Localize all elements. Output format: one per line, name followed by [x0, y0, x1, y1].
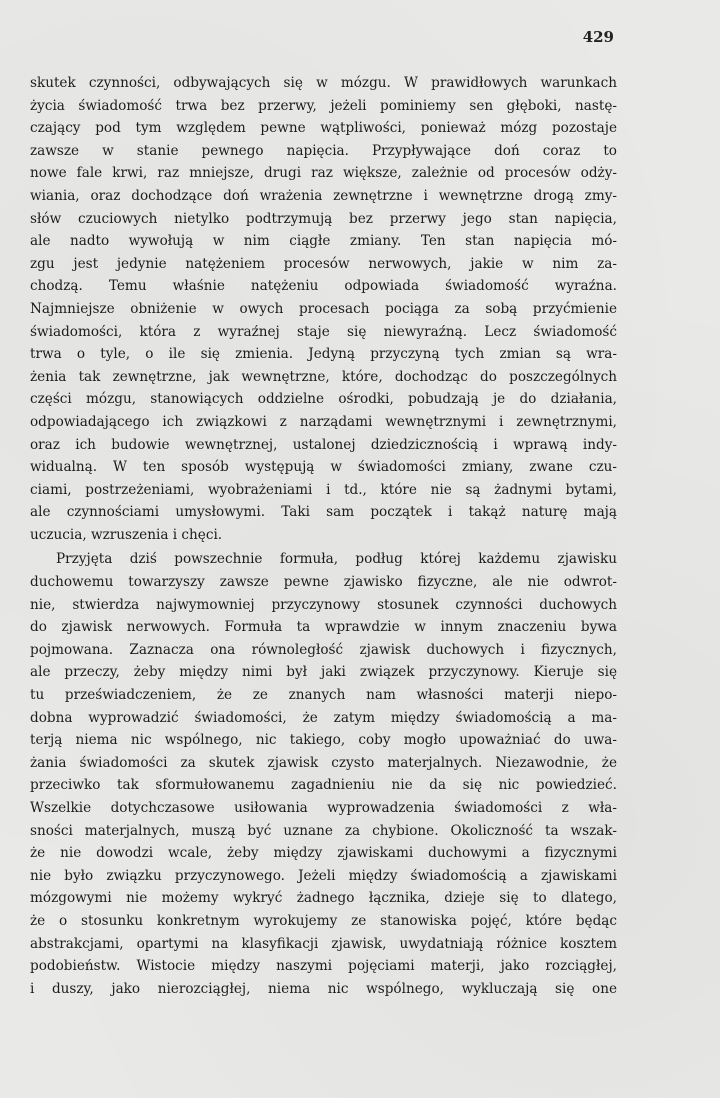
text-line: podobieństw. Wistocie między naszymi pojęciami materji, jako rozciągłej, — [30, 958, 617, 975]
text-line: że nie dowodzi wcale, żeby między zjawiskami duchowymi a fizycznymi — [30, 845, 617, 862]
text-line: oraz ich budowie wewnętrznej, ustalonej dziedzicznością i wprawą indy- — [30, 436, 617, 453]
text-line: nie, stwierdza najwymowniej przyczynowy stosunek czynności duchowych — [30, 596, 617, 613]
text-line: że o stosunku konkretnym wyrokujemy ze stanowiska pojęć, które będąc — [30, 912, 617, 929]
text-line: żenia tak zewnętrzne, jak wewnętrzne, które, dochodząc do poszczególnych — [30, 368, 617, 385]
text-line: trwa o tyle, o ile się zmienia. Jedyną przyczyną tych zmian są wra- — [30, 346, 617, 363]
text-line: świadomości, która z wyraźnej staje się niewyraźną. Lecz świadomość — [30, 323, 617, 340]
text-line: widualną. W ten sposób występują w świadomości zmiany, zwane czu- — [30, 459, 617, 476]
text-line: słów czuciowych nietylko podtrzymują bez przerwy jego stan napięcia, — [30, 210, 617, 227]
text-line: Najmniejsze obniżenie w owych procesach pociąga za sobą przyćmienie — [30, 300, 617, 317]
text-line: części mózgu, stanowiących oddzielne ośrodki, pobudzają je do działania, — [30, 391, 617, 408]
text-line: mózgowymi nie możemy wykryć żadnego łącznika, dzieje się to dlatego, — [30, 890, 617, 907]
page-number: 429 — [582, 28, 614, 46]
paragraph — [30, 548, 617, 1000]
text-line: terją niema nic wspólnego, nic takiego, coby mogło upoważniać do uwa- — [30, 732, 617, 749]
text-line: chodzą. Temu właśnie natężeniu odpowiada świadomość wyraźna. — [30, 278, 617, 295]
text-line: sności materjalnych, muszą być uznane za chybione. Okoliczność ta wszak- — [30, 822, 617, 839]
text-line: żania świadomości za skutek zjawisk czysto materjalnych. Niezawodnie, że — [30, 754, 617, 771]
text-line: zawsze w stanie pewnego napięcia. Przypływające doń coraz to — [30, 142, 617, 159]
text-line: dobna wyprowadzić świadomości, że zatym między świadomością a ma- — [30, 709, 617, 726]
text-line: życia świadomość trwa bez przerwy, jeżeli pominiemy sen głęboki, nastę- — [30, 97, 617, 114]
text-line: zgu jest jedynie natężeniem procesów nerwowych, jakie w nim za- — [30, 255, 617, 272]
text-line: ciami, postrzeżeniami, wyobrażeniami i td., które nie są żadnymi bytami, — [30, 481, 617, 498]
body-text — [30, 72, 617, 1000]
text-line: Przyjęta dziś powszechnie formuła, podług której każdemu zjawisku — [56, 551, 617, 568]
text-line: do zjawisk nerwowych. Formuła ta wprawdzie w innym znaczeniu bywa — [30, 619, 617, 636]
text-line: uczucia, wzruszenia i chęci. — [30, 526, 223, 543]
text-line: ale czynnościami umysłowymi. Taki sam początek i takąż naturę mają — [30, 504, 617, 521]
text-line: nowe fale krwi, raz mniejsze, drugi raz większe, zależnie od procesów odży- — [30, 165, 617, 182]
text-line: ale nadto wywołują w nim ciągłe zmiany. Ten stan napięcia mó- — [30, 233, 617, 250]
text-line: przeciwko tak sformułowanemu zagadnieniu nie da się nic powiedzieć. — [30, 777, 617, 794]
text-line: duchowemu towarzyszy zawsze pewne zjawisko fizyczne, ale nie odwrot- — [30, 574, 617, 591]
text-line: tu przeświadczeniem, że ze znanych nam własności materji niepo- — [30, 687, 617, 704]
paragraph — [30, 72, 617, 546]
text-line: czający pod tym względem pewne wątpliwości, ponieważ mózg pozostaje — [30, 120, 617, 137]
text-line: wiania, oraz dochodzące doń wrażenia zewnętrzne i wewnętrzne drogą zmy- — [30, 187, 617, 204]
text-line: i duszy, jako nierozciągłej, niema nic wspólnego, wykluczają się one — [30, 980, 617, 997]
text-line: ale przeczy, żeby między nimi był jaki związek przyczynowy. Kieruje się — [30, 664, 617, 681]
text-line: pojmowana. Zaznacza ona równoległość zjawisk duchowych i fizycznych, — [30, 641, 617, 658]
text-line: nie było związku przyczynowego. Jeżeli między świadomością a zjawiskami — [30, 867, 617, 884]
text-line: Wszelkie dotychczasowe usiłowania wyprowadzenia świadomości z wła- — [30, 800, 617, 816]
text-line: odpowiadającego ich związkowi z narządami wewnętrznymi i zewnętrznymi, — [30, 413, 617, 430]
text-line: skutek czynności, odbywających się w mózgu. W prawidłowych warunkach — [30, 75, 617, 91]
text-line: abstrakcjami, opartymi na klasyfikacji zjawisk, uwydatniają różnice kosztem — [30, 935, 617, 952]
